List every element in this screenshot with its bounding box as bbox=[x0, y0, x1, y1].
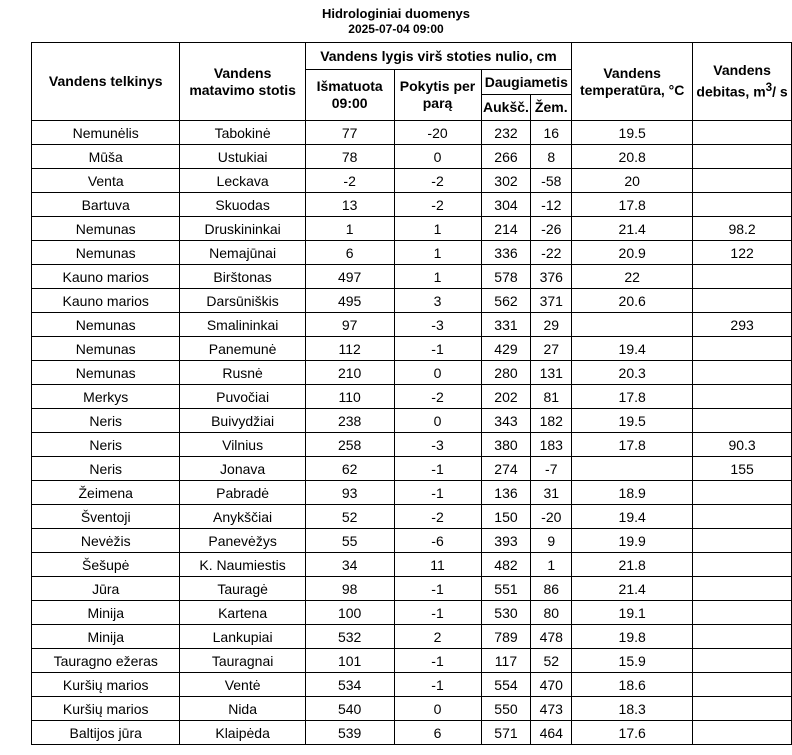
measured-level-cell: 34 bbox=[305, 553, 394, 577]
longterm-high-cell: 302 bbox=[481, 169, 531, 193]
station-cell: Skuodas bbox=[180, 193, 305, 217]
water-body-cell: Minija bbox=[32, 601, 180, 625]
discharge-cell bbox=[693, 169, 792, 193]
water-body-cell: Tauragno ežeras bbox=[32, 649, 180, 673]
table-row bbox=[32, 673, 792, 697]
station-cell: Pabradė bbox=[180, 481, 305, 505]
water-body-cell: Kuršių marios bbox=[32, 697, 180, 721]
measured-level-cell: 62 bbox=[305, 457, 394, 481]
station-cell: Smalininkai bbox=[180, 313, 305, 337]
longterm-high-cell: 150 bbox=[481, 505, 531, 529]
water-temperature-cell: 20.9 bbox=[572, 241, 693, 265]
water-body-cell: Jūra bbox=[32, 577, 180, 601]
water-temperature-cell: 19.8 bbox=[572, 625, 693, 649]
water-body-cell: Merkys bbox=[32, 385, 180, 409]
station-cell: Druskininkai bbox=[180, 217, 305, 241]
water-temperature-cell: 17.6 bbox=[572, 721, 693, 745]
table-row bbox=[32, 577, 792, 601]
table-row bbox=[32, 601, 792, 625]
longterm-low-cell: 31 bbox=[531, 481, 572, 505]
water-temperature-cell bbox=[572, 457, 693, 481]
daily-change-cell: 0 bbox=[394, 361, 481, 385]
discharge-cell bbox=[693, 337, 792, 361]
discharge-cell bbox=[693, 529, 792, 553]
longterm-high-cell: 562 bbox=[481, 289, 531, 313]
daily-change-cell: -1 bbox=[394, 673, 481, 697]
table-row bbox=[32, 529, 792, 553]
longterm-low-cell: 86 bbox=[531, 577, 572, 601]
longterm-low-cell: -22 bbox=[531, 241, 572, 265]
longterm-high-cell: 429 bbox=[481, 337, 531, 361]
header-high: Aukšč. bbox=[481, 95, 531, 121]
water-body-cell: Nemunas bbox=[32, 313, 180, 337]
water-temperature-cell: 21.4 bbox=[572, 577, 693, 601]
longterm-high-cell: 482 bbox=[481, 553, 531, 577]
discharge-cell bbox=[693, 505, 792, 529]
station-cell: Jonava bbox=[180, 457, 305, 481]
measured-level-cell: 78 bbox=[305, 145, 394, 169]
water-body-cell: Nemunas bbox=[32, 337, 180, 361]
longterm-low-cell: 29 bbox=[531, 313, 572, 337]
station-cell: Nida bbox=[180, 697, 305, 721]
daily-change-cell: 0 bbox=[394, 145, 481, 169]
measured-level-cell: 101 bbox=[305, 649, 394, 673]
table-row bbox=[32, 409, 792, 433]
water-body-cell: Kuršių marios bbox=[32, 673, 180, 697]
discharge-cell: 90.3 bbox=[693, 433, 792, 457]
longterm-high-cell: 266 bbox=[481, 145, 531, 169]
measured-level-cell: 93 bbox=[305, 481, 394, 505]
daily-change-cell: 0 bbox=[394, 697, 481, 721]
water-temperature-cell: 20.8 bbox=[572, 145, 693, 169]
table-row bbox=[32, 241, 792, 265]
water-body-cell: Neris bbox=[32, 409, 180, 433]
longterm-low-cell: 9 bbox=[531, 529, 572, 553]
water-temperature-cell: 20 bbox=[572, 169, 693, 193]
water-temperature-cell: 20.6 bbox=[572, 289, 693, 313]
daily-change-cell: -1 bbox=[394, 481, 481, 505]
water-temperature-cell: 18.9 bbox=[572, 481, 693, 505]
station-cell: Tabokinė bbox=[180, 121, 305, 145]
longterm-low-cell: 27 bbox=[531, 337, 572, 361]
discharge-cell bbox=[693, 289, 792, 313]
station-cell: K. Naumiestis bbox=[180, 553, 305, 577]
longterm-low-cell: 52 bbox=[531, 649, 572, 673]
measured-level-cell: 210 bbox=[305, 361, 394, 385]
daily-change-cell: 1 bbox=[394, 265, 481, 289]
header-discharge bbox=[693, 43, 792, 121]
water-temperature-cell: 15.9 bbox=[572, 649, 693, 673]
header-discharge-suffix: / s bbox=[772, 83, 788, 100]
water-body-cell: Nemunas bbox=[32, 217, 180, 241]
water-temperature-cell: 19.9 bbox=[572, 529, 693, 553]
header-low: Žem. bbox=[531, 95, 572, 121]
daily-change-cell: 3 bbox=[394, 289, 481, 313]
longterm-high-cell: 554 bbox=[481, 673, 531, 697]
longterm-high-cell: 232 bbox=[481, 121, 531, 145]
longterm-low-cell: 478 bbox=[531, 625, 572, 649]
longterm-low-cell: -7 bbox=[531, 457, 572, 481]
water-body-cell: Kauno marios bbox=[32, 265, 180, 289]
discharge-cell bbox=[693, 601, 792, 625]
daily-change-cell: -2 bbox=[394, 193, 481, 217]
table-row bbox=[32, 457, 792, 481]
header-discharge-prefix: Vandens debitas, m bbox=[696, 62, 771, 100]
water-temperature-cell bbox=[572, 313, 693, 337]
longterm-high-cell: 571 bbox=[481, 721, 531, 745]
daily-change-cell: -1 bbox=[394, 649, 481, 673]
water-body-cell: Neris bbox=[32, 457, 180, 481]
daily-change-cell: -2 bbox=[394, 385, 481, 409]
longterm-low-cell: 80 bbox=[531, 601, 572, 625]
station-cell: Kartena bbox=[180, 601, 305, 625]
header-measured: Išmatuota 09:00 bbox=[305, 70, 394, 121]
station-cell: Panemunė bbox=[180, 337, 305, 361]
table-row bbox=[32, 361, 792, 385]
water-body-cell: Baltijos jūra bbox=[32, 721, 180, 745]
water-body-cell: Nemunas bbox=[32, 241, 180, 265]
water-temperature-cell: 19.5 bbox=[572, 409, 693, 433]
station-cell: Darsūniškis bbox=[180, 289, 305, 313]
station-cell: Buivydžiai bbox=[180, 409, 305, 433]
measured-level-cell: 97 bbox=[305, 313, 394, 337]
water-temperature-cell: 18.6 bbox=[572, 673, 693, 697]
water-body-cell: Nevėžis bbox=[32, 529, 180, 553]
longterm-high-cell: 280 bbox=[481, 361, 531, 385]
station-cell: Birštonas bbox=[180, 265, 305, 289]
station-cell: Nemajūnai bbox=[180, 241, 305, 265]
discharge-cell: 122 bbox=[693, 241, 792, 265]
header-station: Vandens matavimo stotis bbox=[180, 43, 305, 121]
table-row bbox=[32, 385, 792, 409]
table-row bbox=[32, 145, 792, 169]
water-body-cell: Šventoji bbox=[32, 505, 180, 529]
daily-change-cell: -2 bbox=[394, 169, 481, 193]
discharge-cell: 293 bbox=[693, 313, 792, 337]
longterm-high-cell: 789 bbox=[481, 625, 531, 649]
table-row bbox=[32, 289, 792, 313]
longterm-low-cell: -12 bbox=[531, 193, 572, 217]
measured-level-cell: 98 bbox=[305, 577, 394, 601]
station-cell: Lankupiai bbox=[180, 625, 305, 649]
measured-level-cell: 495 bbox=[305, 289, 394, 313]
measured-level-cell: 100 bbox=[305, 601, 394, 625]
station-cell: Panevėžys bbox=[180, 529, 305, 553]
table-row bbox=[32, 505, 792, 529]
daily-change-cell: -1 bbox=[394, 601, 481, 625]
longterm-low-cell: 464 bbox=[531, 721, 572, 745]
longterm-high-cell: 550 bbox=[481, 697, 531, 721]
longterm-high-cell: 136 bbox=[481, 481, 531, 505]
measured-level-cell: 539 bbox=[305, 721, 394, 745]
measured-level-cell: -2 bbox=[305, 169, 394, 193]
water-temperature-cell: 17.8 bbox=[572, 385, 693, 409]
longterm-low-cell: 371 bbox=[531, 289, 572, 313]
water-temperature-cell: 19.1 bbox=[572, 601, 693, 625]
daily-change-cell: -2 bbox=[394, 505, 481, 529]
water-body-cell: Venta bbox=[32, 169, 180, 193]
daily-change-cell: -1 bbox=[394, 337, 481, 361]
measured-level-cell: 532 bbox=[305, 625, 394, 649]
discharge-cell bbox=[693, 553, 792, 577]
discharge-cell: 155 bbox=[693, 457, 792, 481]
header-longterm: Daugiametis bbox=[481, 70, 572, 95]
longterm-high-cell: 274 bbox=[481, 457, 531, 481]
daily-change-cell: -20 bbox=[394, 121, 481, 145]
longterm-high-cell: 117 bbox=[481, 649, 531, 673]
discharge-cell bbox=[693, 721, 792, 745]
station-cell: Vilnius bbox=[180, 433, 305, 457]
table-row bbox=[32, 217, 792, 241]
water-temperature-cell: 21.8 bbox=[572, 553, 693, 577]
measured-level-cell: 55 bbox=[305, 529, 394, 553]
table-row bbox=[32, 649, 792, 673]
daily-change-cell: 1 bbox=[394, 217, 481, 241]
water-body-cell: Mūša bbox=[32, 145, 180, 169]
water-temperature-cell: 21.4 bbox=[572, 217, 693, 241]
station-cell: Anykščiai bbox=[180, 505, 305, 529]
daily-change-cell: 6 bbox=[394, 721, 481, 745]
longterm-low-cell: 183 bbox=[531, 433, 572, 457]
measured-level-cell: 238 bbox=[305, 409, 394, 433]
longterm-high-cell: 551 bbox=[481, 577, 531, 601]
longterm-low-cell: -58 bbox=[531, 169, 572, 193]
daily-change-cell: 0 bbox=[394, 409, 481, 433]
longterm-high-cell: 343 bbox=[481, 409, 531, 433]
station-cell: Tauragnai bbox=[180, 649, 305, 673]
longterm-low-cell: 81 bbox=[531, 385, 572, 409]
longterm-low-cell: 473 bbox=[531, 697, 572, 721]
measured-level-cell: 534 bbox=[305, 673, 394, 697]
station-cell: Klaipėda bbox=[180, 721, 305, 745]
station-cell: Tauragė bbox=[180, 577, 305, 601]
longterm-high-cell: 393 bbox=[481, 529, 531, 553]
discharge-cell bbox=[693, 625, 792, 649]
discharge-cell bbox=[693, 649, 792, 673]
header-water-body: Vandens telkinys bbox=[32, 43, 180, 121]
daily-change-cell: -1 bbox=[394, 577, 481, 601]
discharge-cell bbox=[693, 409, 792, 433]
longterm-high-cell: 578 bbox=[481, 265, 531, 289]
measured-level-cell: 112 bbox=[305, 337, 394, 361]
longterm-high-cell: 380 bbox=[481, 433, 531, 457]
table-row bbox=[32, 625, 792, 649]
discharge-cell bbox=[693, 121, 792, 145]
water-body-cell: Bartuva bbox=[32, 193, 180, 217]
station-cell: Puvočiai bbox=[180, 385, 305, 409]
discharge-cell bbox=[693, 697, 792, 721]
measured-level-cell: 497 bbox=[305, 265, 394, 289]
water-temperature-cell: 19.5 bbox=[572, 121, 693, 145]
report-datetime: 2025-07-04 09:00 bbox=[348, 22, 444, 36]
longterm-high-cell: 331 bbox=[481, 313, 531, 337]
discharge-cell: 98.2 bbox=[693, 217, 792, 241]
water-temperature-cell: 19.4 bbox=[572, 337, 693, 361]
measured-level-cell: 13 bbox=[305, 193, 394, 217]
discharge-cell bbox=[693, 673, 792, 697]
discharge-cell bbox=[693, 265, 792, 289]
header-discharge-sup: 3 bbox=[765, 81, 773, 95]
daily-change-cell: 1 bbox=[394, 241, 481, 265]
table-row bbox=[32, 697, 792, 721]
longterm-high-cell: 214 bbox=[481, 217, 531, 241]
daily-change-cell: 11 bbox=[394, 553, 481, 577]
longterm-high-cell: 336 bbox=[481, 241, 531, 265]
station-cell: Ventė bbox=[180, 673, 305, 697]
table-row bbox=[32, 193, 792, 217]
daily-change-cell: -1 bbox=[394, 457, 481, 481]
table-row bbox=[32, 433, 792, 457]
table-row bbox=[32, 721, 792, 745]
water-temperature-cell: 17.8 bbox=[572, 433, 693, 457]
table-row bbox=[32, 337, 792, 361]
daily-change-cell: 2 bbox=[394, 625, 481, 649]
discharge-cell bbox=[693, 481, 792, 505]
longterm-high-cell: 304 bbox=[481, 193, 531, 217]
daily-change-cell: -3 bbox=[394, 313, 481, 337]
table-row bbox=[32, 313, 792, 337]
longterm-low-cell: 182 bbox=[531, 409, 572, 433]
measured-level-cell: 258 bbox=[305, 433, 394, 457]
water-temperature-cell: 22 bbox=[572, 265, 693, 289]
longterm-high-cell: 202 bbox=[481, 385, 531, 409]
longterm-low-cell: -20 bbox=[531, 505, 572, 529]
water-temperature-cell: 20.3 bbox=[572, 361, 693, 385]
station-cell: Leckava bbox=[180, 169, 305, 193]
measured-level-cell: 77 bbox=[305, 121, 394, 145]
header-temperature: Vandens temperatūra, °C bbox=[572, 43, 693, 121]
station-cell: Ustukiai bbox=[180, 145, 305, 169]
station-cell: Rusnė bbox=[180, 361, 305, 385]
measured-level-cell: 6 bbox=[305, 241, 394, 265]
table-row bbox=[32, 481, 792, 505]
table-row bbox=[32, 169, 792, 193]
header-change: Pokytis per parą bbox=[394, 70, 481, 121]
measured-level-cell: 110 bbox=[305, 385, 394, 409]
discharge-cell bbox=[693, 577, 792, 601]
measured-level-cell: 540 bbox=[305, 697, 394, 721]
water-body-cell: Minija bbox=[32, 625, 180, 649]
hydrology-table bbox=[31, 42, 792, 745]
page-title: Hidrologiniai duomenys bbox=[321, 6, 471, 21]
discharge-cell bbox=[693, 361, 792, 385]
table-row bbox=[32, 121, 792, 145]
discharge-cell bbox=[693, 145, 792, 169]
water-temperature-cell: 19.4 bbox=[572, 505, 693, 529]
longterm-low-cell: 470 bbox=[531, 673, 572, 697]
measured-level-cell: 52 bbox=[305, 505, 394, 529]
water-body-cell: Šešupė bbox=[32, 553, 180, 577]
water-temperature-cell: 18.3 bbox=[572, 697, 693, 721]
water-body-cell: Neris bbox=[32, 433, 180, 457]
longterm-low-cell: 8 bbox=[531, 145, 572, 169]
longterm-low-cell: -26 bbox=[531, 217, 572, 241]
header-level-group: Vandens lygis virš stoties nulio, cm bbox=[305, 43, 571, 70]
table-row bbox=[32, 553, 792, 577]
water-body-cell: Nemunėlis bbox=[32, 121, 180, 145]
longterm-low-cell: 16 bbox=[531, 121, 572, 145]
water-body-cell: Kauno marios bbox=[32, 289, 180, 313]
daily-change-cell: -3 bbox=[394, 433, 481, 457]
daily-change-cell: -6 bbox=[394, 529, 481, 553]
water-body-cell: Žeimena bbox=[32, 481, 180, 505]
measured-level-cell: 1 bbox=[305, 217, 394, 241]
longterm-low-cell: 1 bbox=[531, 553, 572, 577]
longterm-low-cell: 131 bbox=[531, 361, 572, 385]
water-body-cell: Nemunas bbox=[32, 361, 180, 385]
table-row bbox=[32, 265, 792, 289]
discharge-cell bbox=[693, 385, 792, 409]
longterm-high-cell: 530 bbox=[481, 601, 531, 625]
longterm-low-cell: 376 bbox=[531, 265, 572, 289]
discharge-cell bbox=[693, 193, 792, 217]
water-temperature-cell: 17.8 bbox=[572, 193, 693, 217]
